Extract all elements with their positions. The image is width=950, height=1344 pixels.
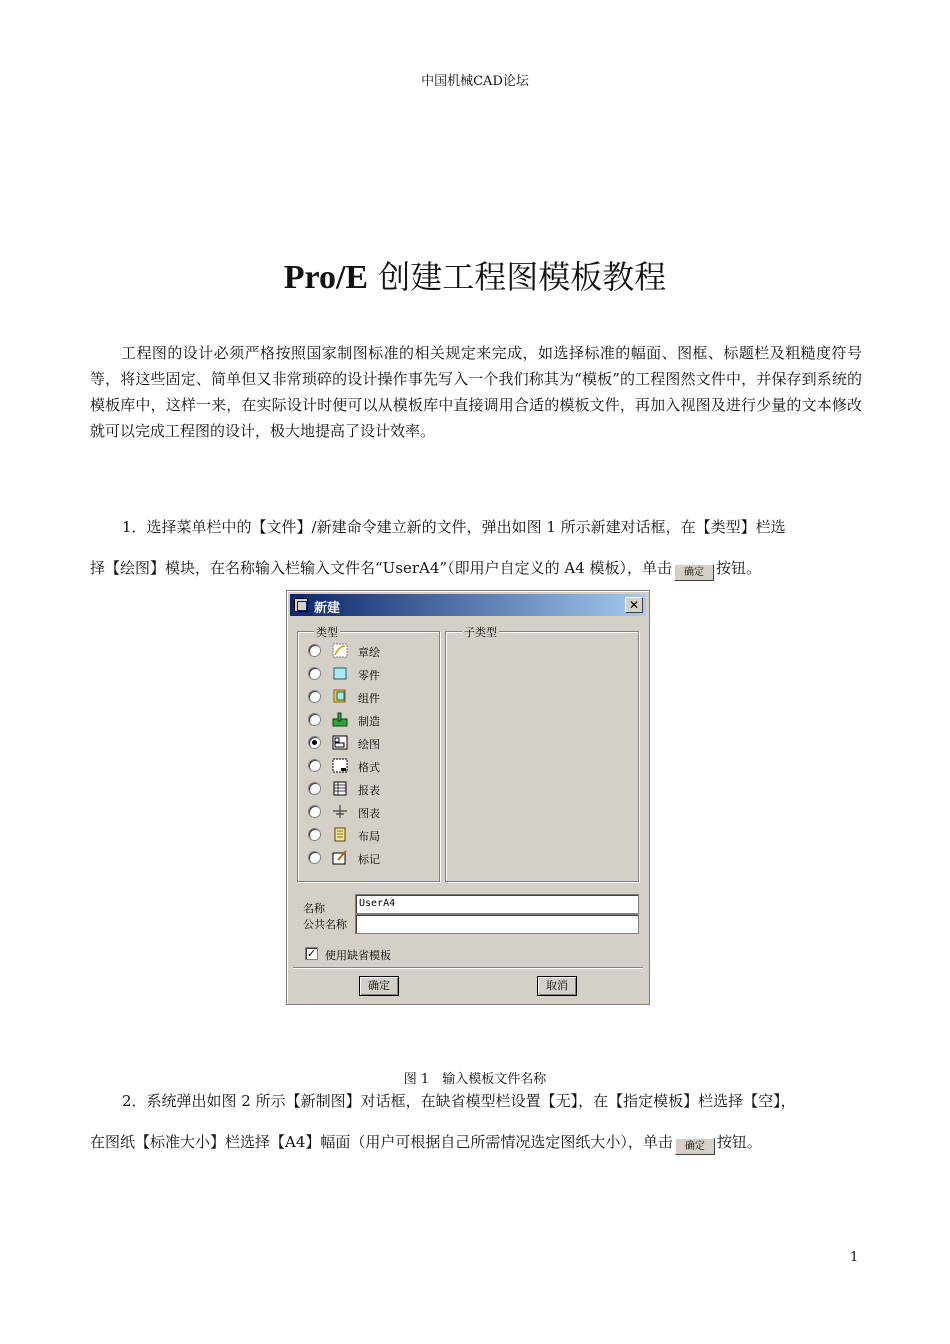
name-label: 名称 (303, 902, 325, 915)
type-option-manufacturing[interactable] (308, 711, 428, 729)
layout-icon (332, 827, 348, 842)
cancel-button[interactable]: 取消 (537, 976, 577, 996)
type-label: 绘图 (358, 738, 380, 751)
diagram-icon (332, 804, 348, 819)
dialog-title: 新建 (314, 601, 341, 616)
intro-paragraph: 工程图的设计必须严格按照国家制图标准的相关规定来完成，如选择标准的幅面、图框、标题栏及粗糙度符号等，将这些固定、简单但又非常琐碎的设计操作事先写入一个我们称其为“模板”的工程图然文件中，并保存到系统的模板库中，这样一来，在实际设计时便可以从模板库中直接调用合适的模板文件，再加入视图及进行少量的文本修改就可以完成工程图的设计，极大地提高了设计效率。 (90, 344, 862, 440)
radio-button[interactable] (308, 690, 321, 703)
type-label: 零件 (358, 669, 380, 682)
type-group (297, 626, 440, 882)
radio-button[interactable] (308, 759, 321, 772)
manufacturing-icon (332, 712, 348, 727)
subtype-legend: 子类型 (464, 626, 497, 639)
type-label: 格式 (358, 761, 380, 774)
name-input[interactable]: UserA4 (355, 894, 639, 914)
radio-button[interactable] (308, 713, 321, 726)
page-header: 中国机械CAD论坛 (421, 74, 529, 89)
radio-button[interactable] (308, 828, 321, 841)
use-default-template-label: 使用缺省模板 (325, 949, 391, 962)
type-option-part[interactable] (308, 665, 428, 683)
type-option-drawing[interactable] (308, 734, 428, 752)
step-1-text-end: 按钮。 (716, 559, 762, 577)
radio-button[interactable] (308, 805, 321, 818)
radio-button[interactable] (308, 644, 321, 657)
type-label: 报表 (358, 784, 380, 797)
assembly-icon (332, 689, 348, 704)
page-number: 1 (850, 1250, 859, 1265)
step-2-line-1: 2．系统弹出如图 2 所示【新制图】对话框，在缺省模型栏设置【无】，在【指定模板】栏选择【空】， (122, 1092, 796, 1110)
subtype-group (445, 626, 639, 882)
radio-button[interactable] (308, 667, 321, 680)
radio-button-checked[interactable] (308, 736, 321, 749)
type-label: 章绘 (358, 646, 380, 659)
figure-caption: 图 1 输入模板文件名称 (403, 1072, 547, 1087)
step-2-text-end: 按钮。 (716, 1133, 762, 1151)
type-option-layout[interactable] (308, 826, 428, 844)
sketch-icon (332, 643, 348, 658)
step-1-text: 择【绘图】模块，在名称输入栏输入文件名“UserA4”（即用户自定义的 A4 模板），单击 (90, 559, 673, 577)
separator (293, 967, 643, 969)
type-option-markup[interactable] (308, 849, 428, 867)
close-icon[interactable]: ✕ (625, 597, 643, 613)
type-legend: 类型 (316, 626, 338, 639)
dialog-titlebar (290, 594, 646, 616)
inline-ok-button-image: 确定 (674, 564, 714, 581)
type-label: 标记 (358, 853, 380, 866)
radio-button[interactable] (308, 782, 321, 795)
format-icon (332, 758, 348, 773)
use-default-template-checkbox[interactable]: ✓ (306, 947, 317, 960)
type-label: 制造 (358, 715, 380, 728)
type-option-sketch[interactable] (308, 642, 428, 660)
common-name-input[interactable] (355, 914, 639, 934)
title-latin: Pro/E (283, 259, 369, 296)
type-label: 布局 (358, 830, 380, 843)
type-label: 图表 (358, 807, 380, 820)
common-name-label: 公共名称 (303, 918, 347, 931)
type-option-report[interactable] (308, 780, 428, 798)
step-2-line-2 (90, 1131, 762, 1155)
title-chinese: 创建工程图模板教程 (368, 258, 667, 296)
markup-icon (332, 850, 348, 865)
ok-button[interactable]: 确定 (359, 976, 399, 996)
inline-ok-button-image: 确定 (675, 1138, 715, 1155)
new-file-dialog (286, 590, 650, 1005)
type-option-diagram[interactable] (308, 803, 428, 821)
step-1-line-2 (90, 557, 761, 581)
report-icon (332, 781, 348, 796)
drawing-icon (332, 735, 348, 750)
step-2-text: 在图纸【标准大小】栏选择【A4】幅面（用户可根据自己所需情况选定图纸大小），单击 (90, 1133, 673, 1151)
type-label: 组件 (358, 692, 380, 705)
type-option-format[interactable] (308, 757, 428, 775)
radio-button[interactable] (308, 851, 321, 864)
document-title (0, 252, 950, 298)
step-1-line-1: 1．选择菜单栏中的【文件】/新建命令建立新的文件，弹出如图 1 所示新建对话框，在【类型】栏选 (122, 518, 786, 536)
app-window-icon (294, 598, 308, 612)
part-icon (332, 666, 348, 681)
type-option-assembly[interactable] (308, 688, 428, 706)
